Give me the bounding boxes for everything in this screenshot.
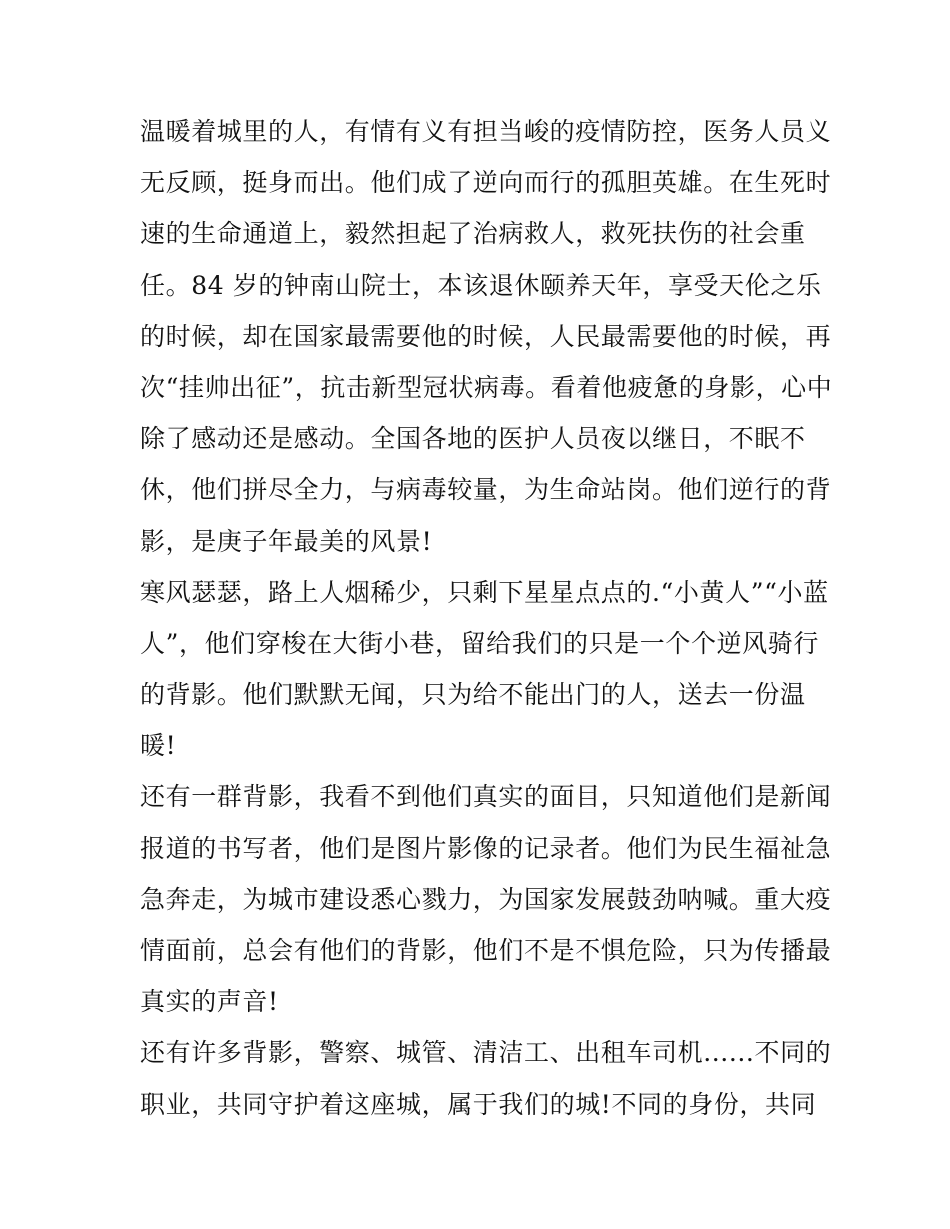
text-line: 报道的书写者，他们是图片影像的记录者。他们为民生福祉急: [140, 833, 832, 863]
text-line: 任。84 岁的钟南山院士，本该退休颐养天年，享受天伦之乐: [140, 270, 822, 300]
text-line: 次“挂帅出征”，抗击新型冠状病毒。看着他疲惫的身影，心中: [140, 372, 833, 402]
text-line: 还有一群背影，我看不到他们真实的面目，只知道他们是新闻: [140, 782, 832, 812]
text-line: 温暖着城里的人，有情有义有担当峻的疫情防控，医务人员义: [140, 117, 832, 146]
text-line: 除了感动还是感动。全国各地的医护人员夜以继日，不眠不: [140, 424, 806, 454]
text-line: 还有许多背影，警察、城管、清洁工、出租车司机......不同的: [140, 1038, 832, 1068]
text-line: 速的生命通道上，毅然担起了治病救人，救死扶伤的社会重: [140, 219, 806, 249]
text-line: 情面前，总会有他们的背影，他们不是不惧危险，只为传播最: [140, 936, 832, 965]
text-line: 人”，他们穿梭在大街小巷，留给我们的只是一个个逆风骑行: [140, 628, 819, 658]
text-line: 职业，共同守护着这座城，属于我们的城!不同的身份，共同: [140, 1089, 817, 1119]
text-line: 真实的声音!: [140, 987, 279, 1017]
text-line: 的背影。他们默默无闻，只为给不能出门的人，送去一份温: [140, 680, 806, 710]
text-line: 寒风瑟瑟，路上人烟稀少，只剩下星星点点的.“小黄人”“小蓝: [140, 577, 829, 607]
text-line: 休，他们拼尽全力，与病毒较量，为生命站岗。他们逆行的背: [140, 475, 832, 505]
text-line: 的时候，却在国家最需要他的时候，人民最需要他的时候，再: [140, 321, 832, 351]
text-line: 无反顾，挺身而出。他们成了逆向而行的孤胆英雄。在生死时: [140, 168, 832, 198]
text-line: 暖!: [140, 731, 177, 761]
text-line: 影，是庚子年最美的风景!: [140, 526, 433, 556]
text-line: 急奔走，为城市建设悉心戮力，为国家发展鼓劲呐喊。重大疫: [140, 884, 832, 914]
document-body: [140, 106, 833, 1130]
